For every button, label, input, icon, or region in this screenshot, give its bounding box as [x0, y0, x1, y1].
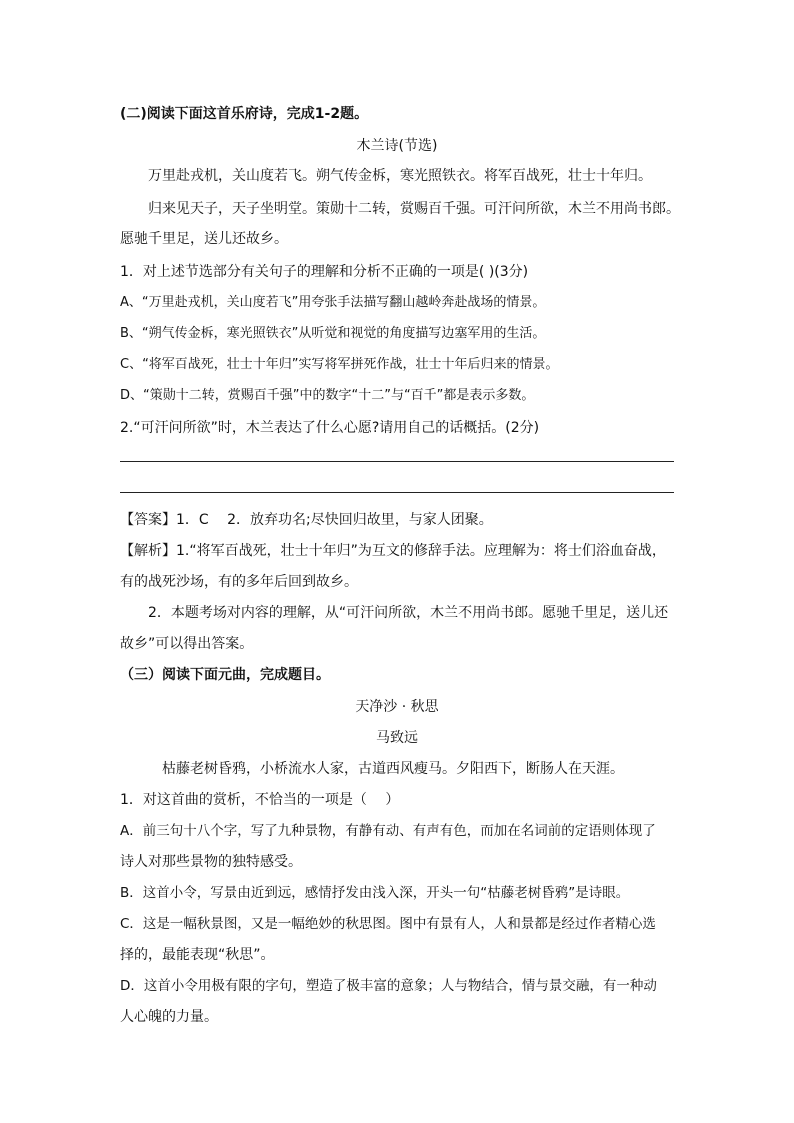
question-2-stem: 2.“可汗问所欲”时，木兰表达了什么心愿?请用自己的话概括。(2分) [120, 420, 540, 436]
question-1-option-d: 人心魄的力量。 [120, 1009, 218, 1025]
answer-label: 【答案】 [120, 512, 176, 528]
analysis-text: 有的战死沙场，有的多年后回到故乡。 [120, 574, 358, 590]
section3-heading: （三）阅读下面元曲，完成题目。 [120, 667, 330, 683]
question-1-option-d: D．这首小令用极有限的字句，塑造了极丰富的意象；人与物结合，情与景交融，有一种动 [120, 978, 657, 994]
analysis-label: 【解析】 [120, 543, 176, 559]
question-1-option-c: 择的，最能表现“秋思”。 [120, 947, 275, 963]
question-1-option-c: C、“将军百战死，壮士十年归”实写将军拼死作战，壮士十年后归来的情景。 [120, 357, 559, 372]
question-1-option-a: A．前三句十八个字，写了九种景物，有静有动、有声有色，而加在名词前的定语则体现了 [120, 823, 656, 839]
answer-block [120, 510, 493, 530]
section2-heading: (二)阅读下面这首乐府诗，完成1-2题。 [120, 106, 369, 122]
analysis-text: 1.“将军百战死，壮士十年归”为互文的修辞手法。应理解为：将士们浴血奋战， [176, 543, 666, 559]
poem-title: 木兰诗(节选) [356, 138, 438, 154]
poem-text: 枯藤老树昏鸦，小桥流水人家，古道西风瘦马。夕阳西下，断肠人在天涯。 [162, 761, 624, 777]
answer-line [120, 492, 674, 493]
answer-line [120, 461, 674, 462]
question-1-stem: 1．对上述节选部分有关句子的理解和分析不正确的一项是( )(3分) [120, 264, 529, 280]
analysis-text: 2．本题考场对内容的理解，从“可汗问所欲，木兰不用尚书郎。愿驰千里足，送儿还 [148, 605, 669, 621]
poem-line: 愿驰千里足，送儿还故乡。 [120, 231, 288, 247]
question-1-stem: 1．对这首曲的赏析，不恰当的一项是（ ） [120, 792, 400, 808]
poem-title: 天净沙 · 秋思 [355, 699, 439, 715]
analysis-text: 故乡”可以得出答案。 [120, 636, 254, 652]
question-1-option-a: A、“万里赴戎机，关山度若飞”用夸张手法描写翻山越岭奔赴战场的情景。 [120, 295, 546, 310]
question-1-option-d: D、“策勋十二转，赏赐百千强”中的数字“十二”与“百千”都是表示多数。 [120, 388, 535, 403]
answer-text: 1．C 2．放弃功名;尽快回归故里，与家人团聚。 [176, 512, 493, 528]
question-1-option-c: C．这是一幅秋景图，又是一幅绝妙的秋思图。图中有景有人，人和景都是经过作者精心选 [120, 916, 656, 932]
poem-author: 马致远 [376, 730, 418, 746]
poem-line: 归来见天子，天子坐明堂。策勋十二转，赏赐百千强。可汗问所欲，木兰不用尚书郎。 [148, 201, 680, 217]
question-1-option-a: 诗人对那些景物的独特感受。 [120, 854, 302, 870]
poem-line: 万里赴戎机，关山度若飞。朔气传金柝，寒光照铁衣。将军百战死，壮士十年归。 [148, 168, 652, 184]
question-1-option-b: B、“朔气传金柝，寒光照铁衣”从听觉和视觉的角度描写边塞军用的生活。 [120, 326, 546, 341]
analysis-block [120, 541, 666, 561]
question-1-option-b: B．这首小令，写景由近到远，感情抒发由浅入深，开头一句“枯藤老树昏鸦”是诗眼。 [120, 885, 630, 901]
